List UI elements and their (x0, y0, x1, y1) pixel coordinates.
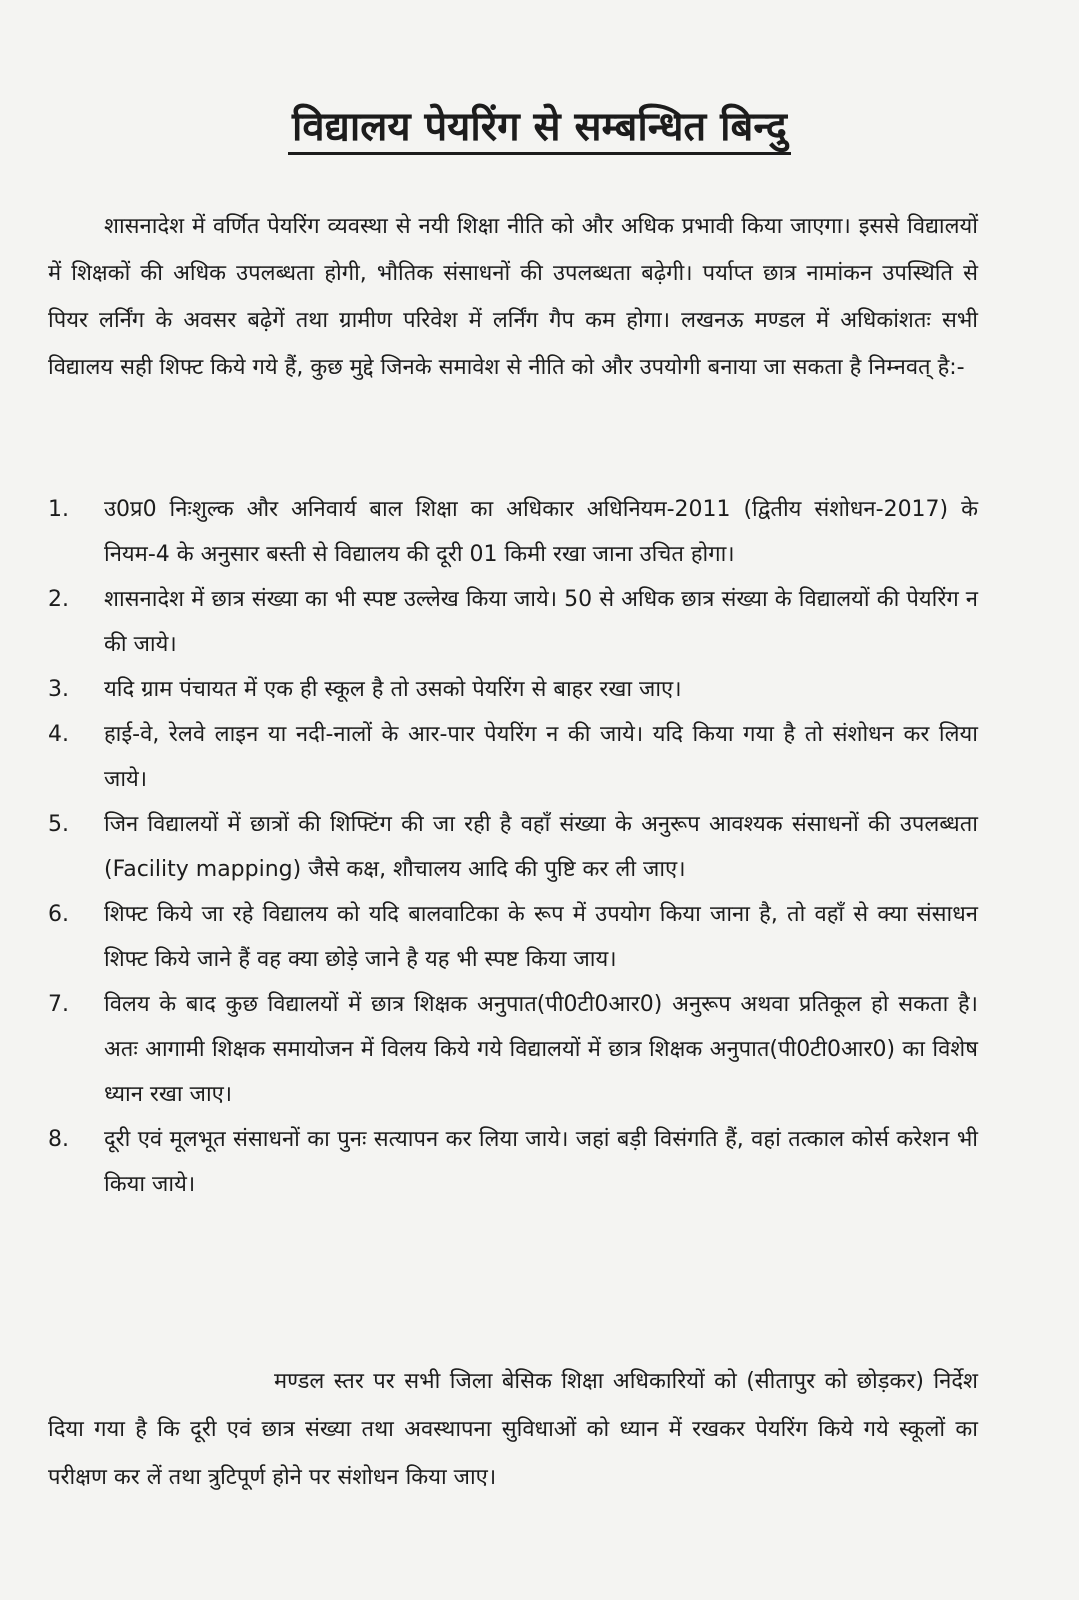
point-number: 6. (48, 902, 69, 927)
point-number: 4. (48, 722, 69, 747)
closing-paragraph: मण्डल स्तर पर सभी जिला बेसिक शिक्षा अधिकारियों को (सीतापुर को छोड़कर) निर्देश दिया गया है कि दूरी एवं छात्र संख्या तथा अवस्थापना सुविधाओं को ध्यान में रखकर पेयरिंग किये गये स्कूलों का परीक्षण कर लें तथा त्रुटिपूर्ण होने पर संशोधन किया जाए। (48, 1369, 978, 1490)
point-text: यदि ग्राम पंचायत में एक ही स्कूल है तो उसको पेयरिंग से बाहर रखा जाए। (104, 677, 682, 702)
point-text: दूरी एवं मूलभूत संसाधनों का पुनः सत्यापन कर लिया जाये। जहां बड़ी विसंगति हैं, वहां तत्काल कोर्स करेशन भी किया जाये। (104, 1127, 978, 1197)
point-number: 5. (48, 812, 69, 837)
point-text: हाई-वे, रेलवे लाइन या नदी-नालों के आर-पार पेयरिंग न की जाये। यदि किया गया है तो संशोधन कर लिया जाये। (104, 722, 978, 792)
point-number: 1. (48, 497, 69, 522)
point-item (48, 802, 978, 892)
point-text: शिफ्ट किये जा रहे विद्यालय को यदि बालवाटिका के रूप में उपयोग किया जाना है, तो वहाँ से क्या संसाधन शिफ्ट किये जाने हैं वह क्या छोड़े जाने है यह भी स्पष्ट किया जाय। (104, 902, 978, 972)
point-item (48, 1117, 978, 1207)
point-item (48, 667, 978, 712)
point-text: जिन विद्यालयों में छात्रों की शिफ्टिंग की जा रही है वहाँ संख्या के अनुरूप आवश्यक संसाधनों की उपलब्धता (Facility mapping) जैसे कक्ष, शौचालय आदि की पुष्टि कर ली जाए। (104, 812, 978, 882)
point-item (48, 577, 978, 667)
point-text: उ0प्र0 निःशुल्क और अनिवार्य बाल शिक्षा का अधिकार अधिनियम-2011 (द्वितीय संशोधन-2017) के नियम-4 के अनुसार बस्ती से विद्यालय की दूरी 01 किमी रखा जाना उचित होगा। (104, 497, 978, 567)
point-item (48, 487, 978, 577)
point-text: विलय के बाद कुछ विद्यालयों में छात्र शिक्षक अनुपात(पी0टी0आर0) अनुरूप अथवा प्रतिकूल हो सकता है। अतः आगामी शिक्षक समायोजन में विलय किये गये विद्यालयों में छात्र शिक्षक अनुपात(पी0टी0आर0) का विशेष ध्यान रखा जाए। (104, 992, 978, 1107)
point-number: 8. (48, 1127, 69, 1152)
document-title (0, 92, 1079, 162)
intro-paragraph: शासनादेश में वर्णित पेयरिंग व्यवस्था से नयी शिक्षा नीति को और अधिक प्रभावी किया जाएगा। इससे विद्यालयों में शिक्षकों की अधिक उपलब्धता होगी, भौतिक संसाधनों की उपलब्धता बढ़ेगी। पर्याप्त छात्र नामांकन उपस्थिति से पियर लर्निंग के अवसर बढ़ेगें तथा ग्रामीण परिवेश में लर्निंग गैप कम होगा। लखनऊ मण्डल में अधिकांशतः सभी विद्यालय सही शिफ्ट किये गये हैं, कुछ मुद्दे जिनके समावेश से नीति को और उपयोगी बनाया जा सकता है निम्नवत् है:- (48, 214, 978, 380)
point-number: 2. (48, 587, 69, 612)
point-item (48, 982, 978, 1117)
document-title-text: विद्यालय पेयरिंग से सम्बन्धित बिन्दु (288, 104, 791, 155)
points-list (48, 487, 978, 1207)
point-number: 7. (48, 992, 69, 1017)
point-item (48, 892, 978, 982)
point-number: 3. (48, 677, 69, 702)
point-item (48, 712, 978, 802)
point-text: शासनादेश में छात्र संख्या का भी स्पष्ट उल्लेख किया जाये। 50 से अधिक छात्र संख्या के विद्यालयों की पेयरिंग न की जाये। (104, 587, 978, 657)
